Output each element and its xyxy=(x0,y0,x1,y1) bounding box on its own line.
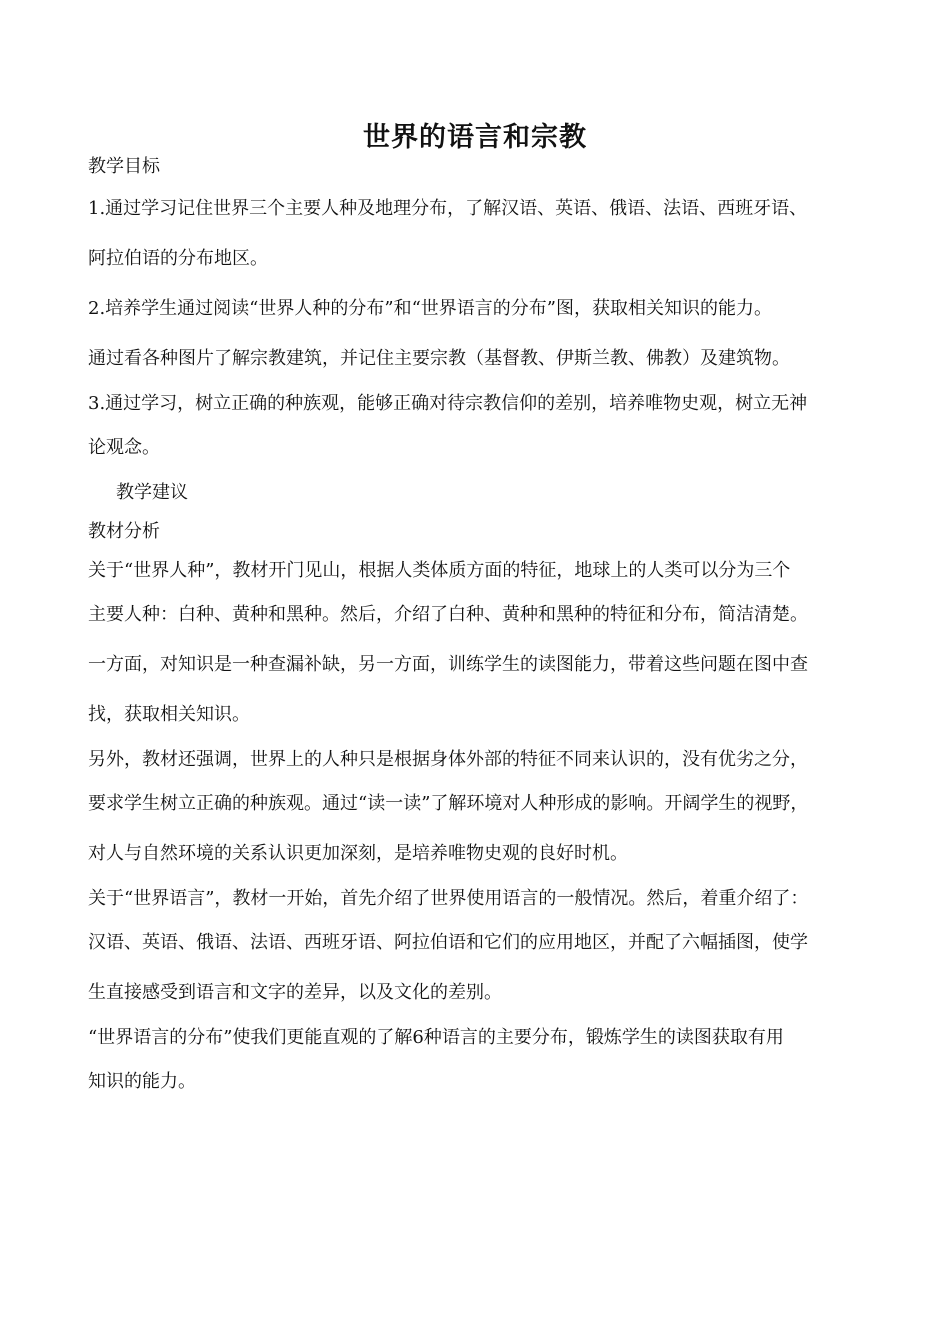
objective-1-line-1: 1.通过学习记住世界三个主要人种及地理分布，了解汉语、英语、俄语、法语、西班牙语、 xyxy=(88,198,808,219)
paragraph-3-line-3: 生直接感受到语言和文字的差异，以及文化的差别。 xyxy=(88,982,502,1003)
objective-1-line-2: 阿拉伯语的分布地区。 xyxy=(88,248,268,269)
paragraph-2-line-3: 对人与自然环境的关系认识更加深刻，是培养唯物史观的良好时机。 xyxy=(88,843,628,864)
paragraph-4-line-2: 知识的能力。 xyxy=(88,1071,196,1092)
paragraph-2-line-1: 另外，教材还强调，世界上的人种只是根据身体外部的特征不同来认识的，没有优劣之分， xyxy=(88,749,808,770)
paragraph-3-line-1: 关于“世界语言”，教材一开始，首先介绍了世界使用语言的一般情况。然后，着重介绍了： xyxy=(88,888,809,909)
heading-teaching-objectives: 教学目标 xyxy=(88,156,160,177)
objective-3-line-1: 3.通过学习，树立正确的种族观，能够正确对待宗教信仰的差别，培养唯物史观，树立无神 xyxy=(88,393,808,414)
objective-2-line-2: 通过看各种图片了解宗教建筑，并记住主要宗教（基督教、伊斯兰教、佛教）及建筑物。 xyxy=(88,348,790,369)
paragraph-4-line-1: “世界语言的分布”使我们更能直观的了解6种语言的主要分布，锻炼学生的读图获取有用 xyxy=(88,1027,784,1048)
paragraph-1-line-4: 找，获取相关知识。 xyxy=(88,704,250,725)
paragraph-1-line-3: 一方面，对知识是一种查漏补缺，另一方面，训练学生的读图能力，带着这些问题在图中查 xyxy=(88,654,808,675)
heading-teaching-suggestions: 教学建议 xyxy=(116,482,188,503)
document-title: 世界的语言和宗教 xyxy=(363,122,587,153)
paragraph-1-line-1: 关于“世界人种”，教材开门见山，根据人类体质方面的特征，地球上的人类可以分为三个 xyxy=(88,560,791,581)
heading-textbook-analysis: 教材分析 xyxy=(88,521,160,542)
paragraph-1-line-2: 主要人种：白种、黄种和黑种。然后，介绍了白种、黄种和黑种的特征和分布，简洁清楚。 xyxy=(88,604,808,625)
objective-2-line-1: 2.培养学生通过阅读“世界人种的分布”和“世界语言的分布”图，获取相关知识的能力。 xyxy=(88,298,772,319)
paragraph-3-line-2: 汉语、英语、俄语、法语、西班牙语、阿拉伯语和它们的应用地区，并配了六幅插图，使学 xyxy=(88,932,808,953)
document-body xyxy=(88,150,868,1107)
objective-3-line-2: 论观念。 xyxy=(88,437,160,458)
paragraph-2-line-2: 要求学生树立正确的种族观。通过“读一读”了解环境对人种形成的影响。开阔学生的视野， xyxy=(88,793,809,814)
